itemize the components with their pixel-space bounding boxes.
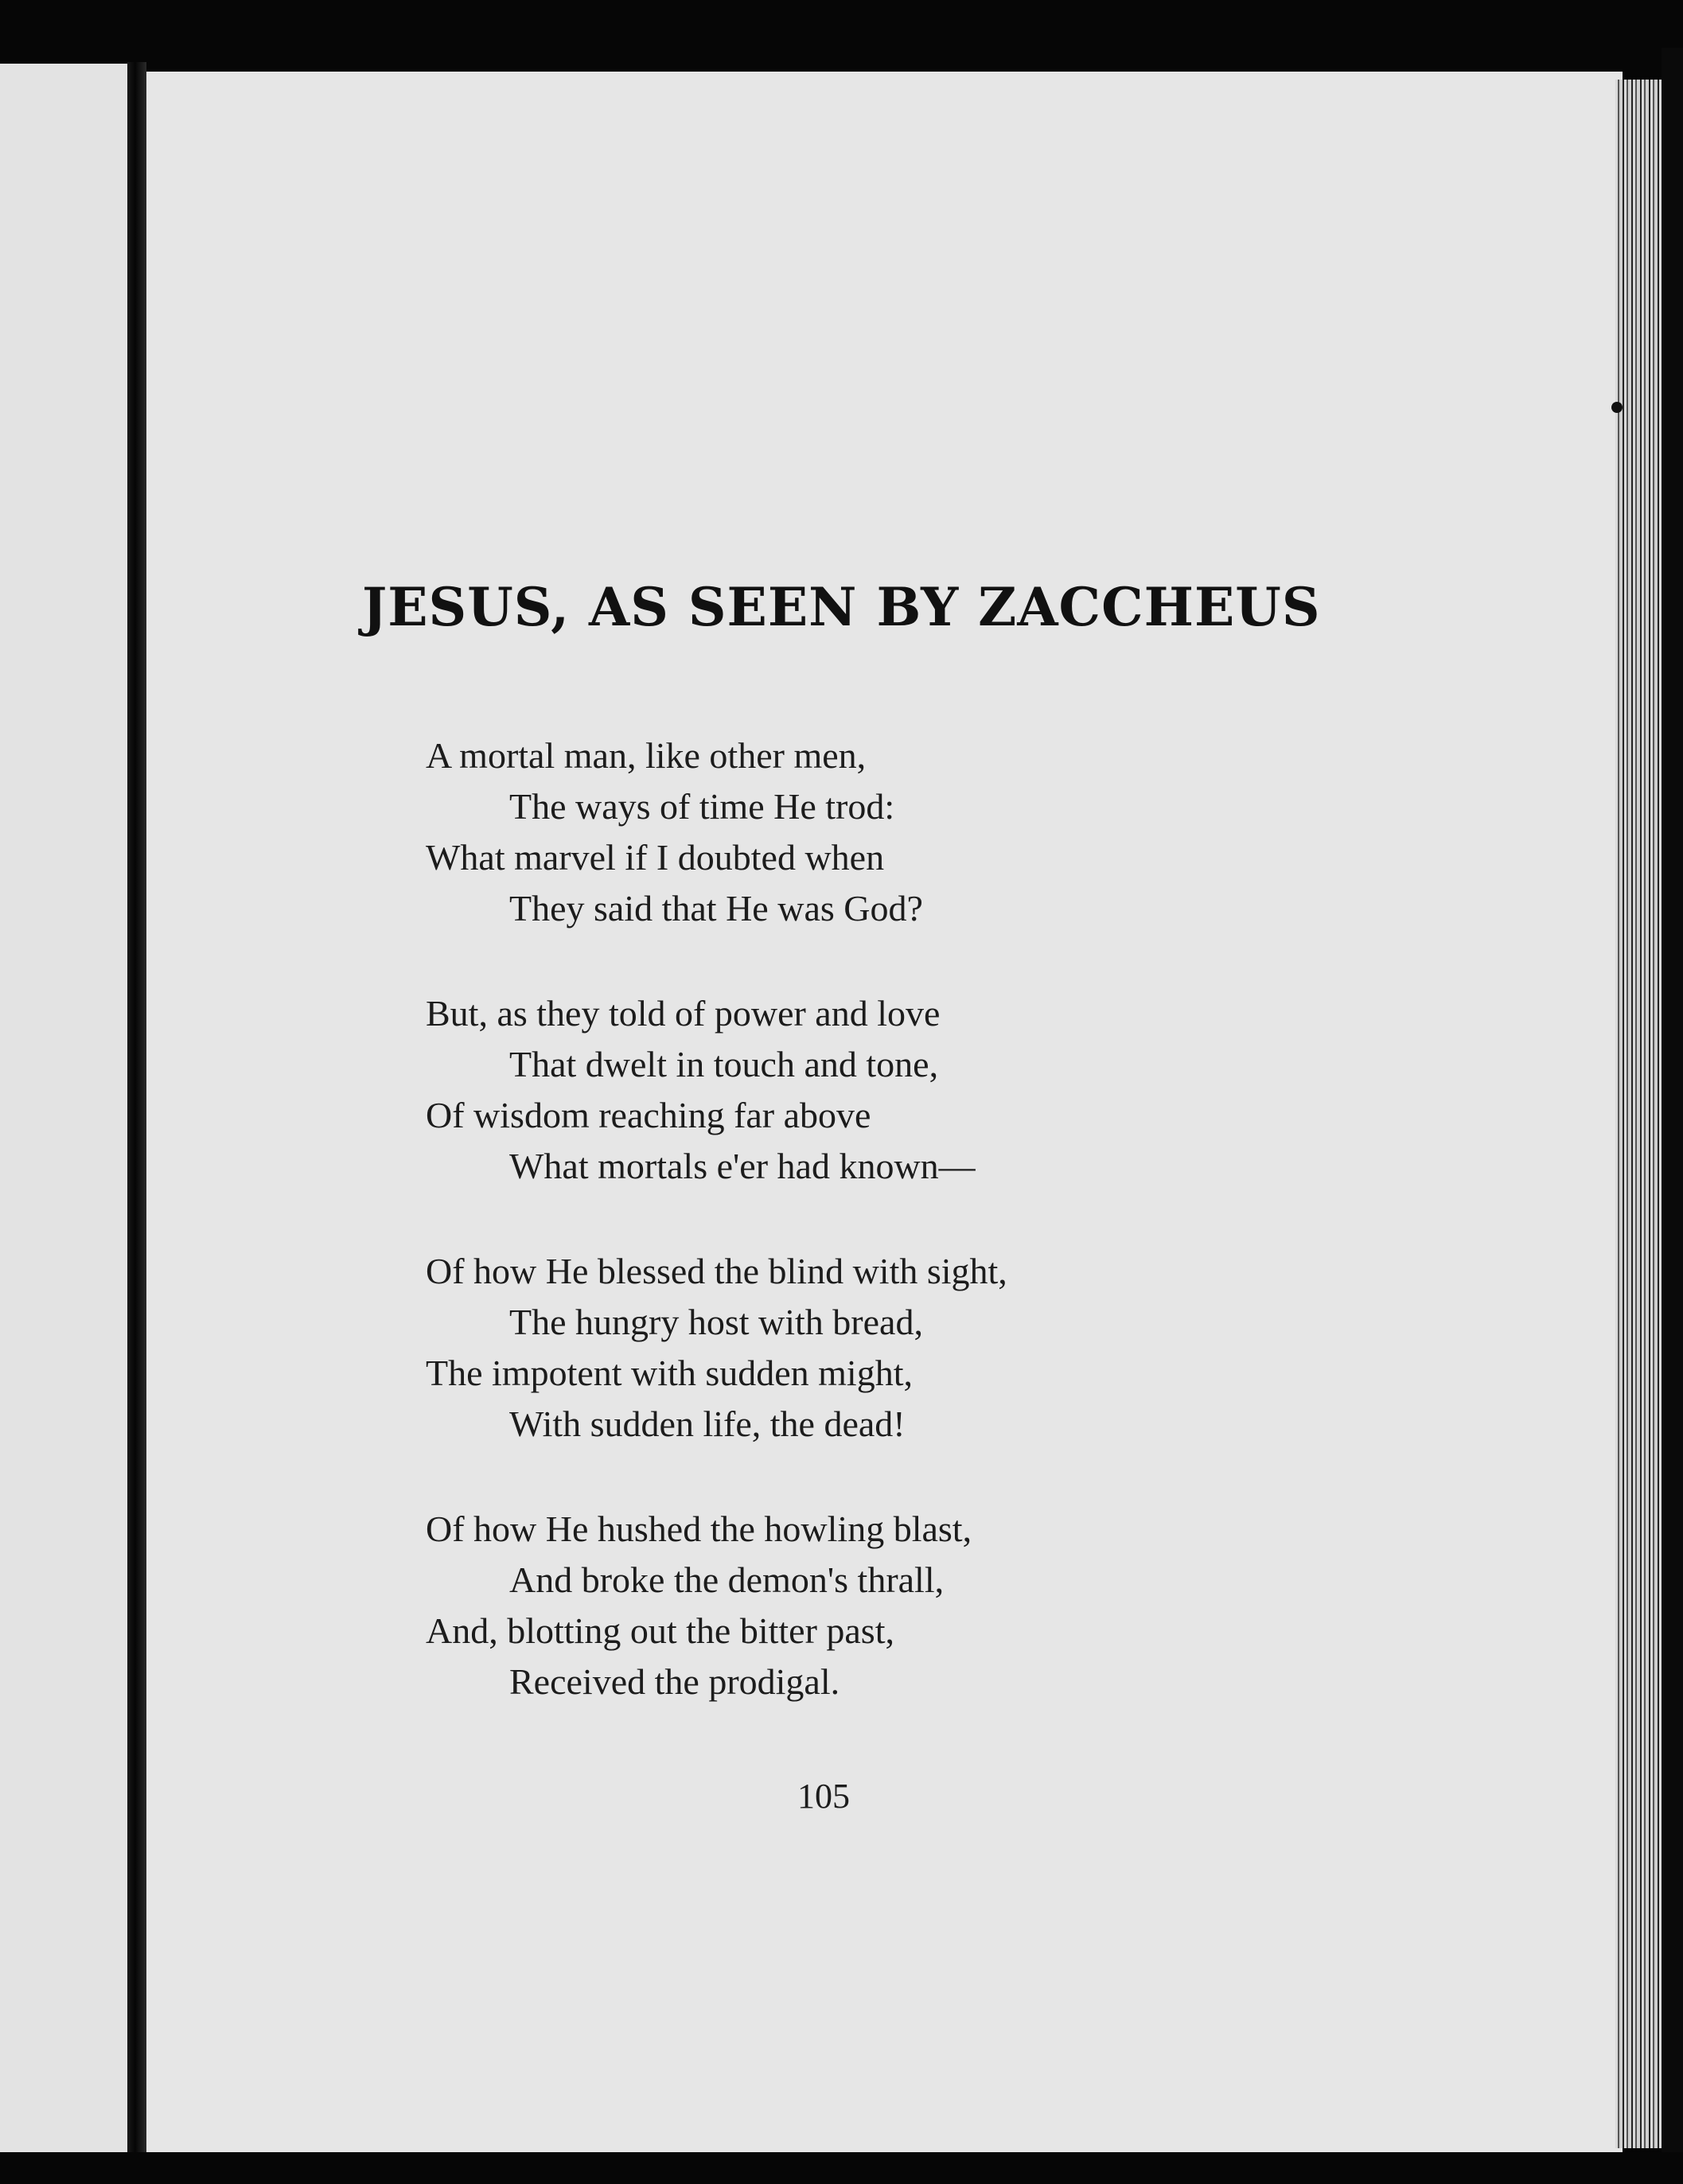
stanza [426,730,1301,934]
facing-page-edge [0,64,127,2156]
poem-body [426,730,1301,1762]
stanza [426,1504,1301,1707]
stanza [426,988,1301,1192]
scan-top-border [0,0,1683,76]
poem-line: But, as they told of power and love [426,993,941,1034]
scan-right-border [1662,48,1683,2184]
poem-line: And, blotting out the bitter past, [426,1610,894,1651]
book-gutter [127,62,146,2163]
poem-line: The impotent with sudden might, [426,1353,913,1393]
poem-line-indented: That dwelt in touch and tone, [509,1044,939,1084]
stanza [426,1246,1301,1450]
scan-bottom-border [0,2152,1683,2184]
page-number: 105 [797,1777,850,1816]
poem-title: JESUS, AS SEEN BY ZACCHEUS [362,576,1321,638]
poem-line-indented: They said that He was God? [509,888,923,928]
poem-line: A mortal man, like other men, [426,735,867,776]
poem-line-indented: What mortals e'er had known— [509,1146,976,1186]
page-fore-edge [1615,80,1663,2148]
poem-line: Of wisdom reaching far above [426,1095,871,1135]
poem-line: Of how He blessed the blind with sight, [426,1251,1007,1291]
poem-line: What marvel if I doubted when [426,837,885,878]
binding-mark-icon [1611,402,1623,413]
poem-line-indented: And broke the demon's thrall, [509,1559,945,1600]
poem-line: Of how He hushed the howling blast, [426,1509,972,1549]
poem-line-indented: The ways of time He trod: [509,786,895,827]
poem-line-indented: The hungry host with bread, [509,1302,923,1342]
poem-line-indented: With sudden life, the dead! [509,1403,906,1444]
poem-line-indented: Received the prodigal. [509,1661,840,1702]
